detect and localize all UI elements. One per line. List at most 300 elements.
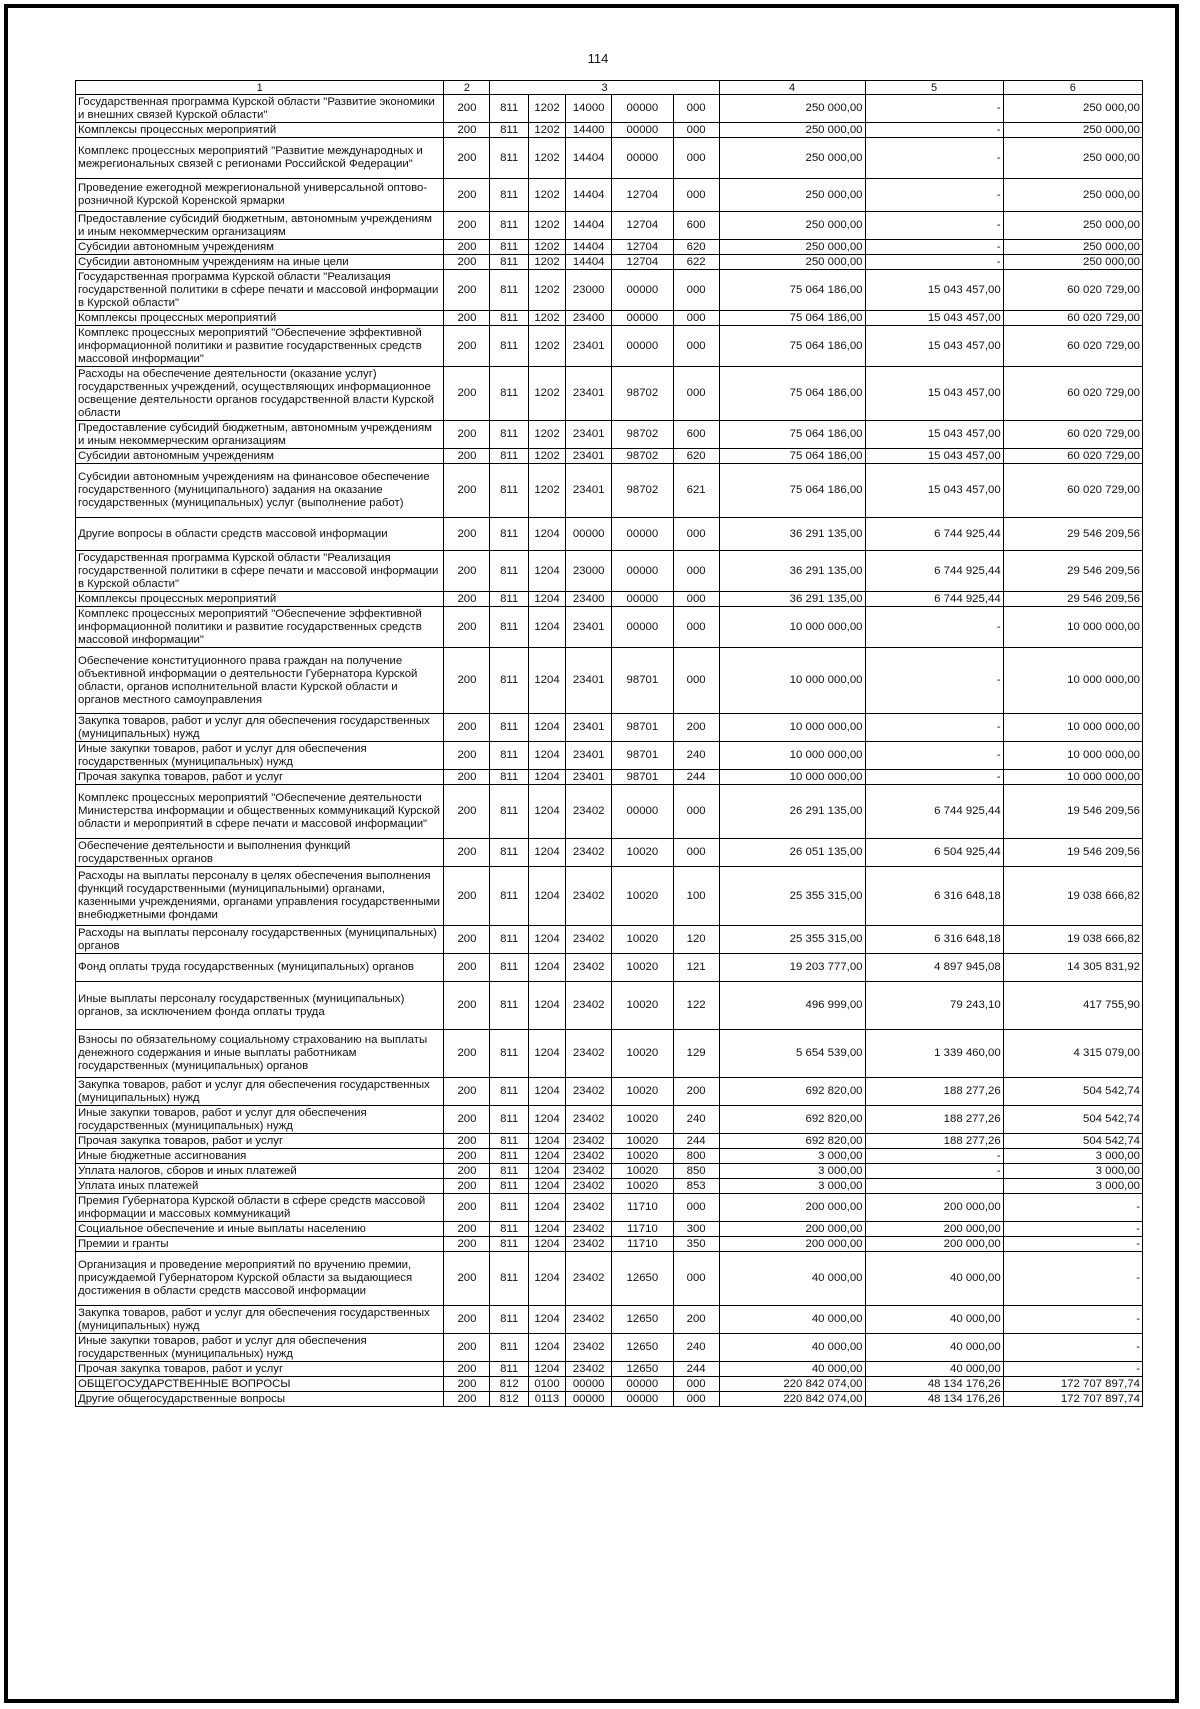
code-col2: 200	[444, 255, 490, 270]
code-section: 1204	[528, 867, 565, 926]
code-col2: 200	[444, 326, 490, 367]
code-admin: 811	[490, 464, 528, 518]
code-section: 0100	[528, 1377, 565, 1392]
table-row	[76, 367, 1143, 421]
code-col2: 200	[444, 1179, 490, 1194]
amount-col6: 250 000,00	[1003, 240, 1142, 255]
table-row	[76, 982, 1143, 1030]
code-col2: 200	[444, 954, 490, 982]
amount-col5: 15 043 457,00	[865, 311, 1003, 326]
code-col2: 200	[444, 240, 490, 255]
row-name: Государственная программа Курской области "Развитие экономики и внешних связей Курской области"	[76, 95, 444, 123]
code-section: 1204	[528, 954, 565, 982]
amount-col5: -	[865, 742, 1003, 770]
code-program: 23402	[566, 926, 612, 954]
code-admin: 811	[490, 770, 528, 785]
table-row	[76, 785, 1143, 839]
code-program: 23000	[566, 270, 612, 311]
table-row	[76, 770, 1143, 785]
code-direction: 12650	[612, 1306, 673, 1334]
code-expense-type: 000	[673, 270, 719, 311]
code-expense-type: 850	[673, 1164, 719, 1179]
code-direction: 12650	[612, 1334, 673, 1362]
code-program: 23401	[566, 648, 612, 714]
code-section: 1204	[528, 1334, 565, 1362]
code-program: 23402	[566, 1149, 612, 1164]
code-section: 1202	[528, 464, 565, 518]
amount-col5: -	[865, 1149, 1003, 1164]
page-number: 114	[587, 51, 609, 66]
amount-col6: 60 020 729,00	[1003, 326, 1142, 367]
code-col2: 200	[444, 311, 490, 326]
row-name: Комплекс процессных мероприятий "Обеспечение деятельности Министерства информации и общественных коммуникаций Курской области и мероприятий в сфере печати и массовой информации"	[76, 785, 444, 839]
code-col2: 200	[444, 1222, 490, 1237]
code-expense-type: 120	[673, 926, 719, 954]
code-col2: 200	[444, 1334, 490, 1362]
amount-col5: 200 000,00	[865, 1222, 1003, 1237]
code-program: 14000	[566, 95, 612, 123]
code-direction: 00000	[612, 1392, 673, 1407]
code-program: 23000	[566, 551, 612, 592]
table-row	[76, 867, 1143, 926]
amount-col5: -	[865, 95, 1003, 123]
code-direction: 10020	[612, 1030, 673, 1078]
amount-col5: 6 744 925,44	[865, 551, 1003, 592]
code-program: 23402	[566, 1362, 612, 1377]
code-section: 1202	[528, 95, 565, 123]
code-col2: 200	[444, 1149, 490, 1164]
code-col2: 200	[444, 1164, 490, 1179]
table-row	[76, 326, 1143, 367]
code-admin: 811	[490, 1164, 528, 1179]
code-direction: 12704	[612, 255, 673, 270]
amount-col4: 3 000,00	[719, 1179, 865, 1194]
amount-col4: 25 355 315,00	[719, 867, 865, 926]
row-name: Расходы на выплаты персоналу в целях обеспечения выполнения функций государственными (муниципальными) органами, казенными учреждениями, органами управления государственными внебюджетными фондами	[76, 867, 444, 926]
code-section: 1202	[528, 123, 565, 138]
code-direction: 98702	[612, 421, 673, 449]
code-section: 1204	[528, 1030, 565, 1078]
amount-col5: 200 000,00	[865, 1194, 1003, 1222]
amount-col5: 6 504 925,44	[865, 839, 1003, 867]
row-name: Уплата налогов, сборов и иных платежей	[76, 1164, 444, 1179]
code-program: 23402	[566, 1252, 612, 1306]
table-row	[76, 742, 1143, 770]
amount-col6: 60 020 729,00	[1003, 367, 1142, 421]
table-row	[76, 421, 1143, 449]
code-program: 23401	[566, 770, 612, 785]
row-name: Иные бюджетные ассигнования	[76, 1149, 444, 1164]
amount-col5: 6 744 925,44	[865, 592, 1003, 607]
table-row	[76, 270, 1143, 311]
code-direction: 00000	[612, 1377, 673, 1392]
code-expense-type: 244	[673, 1134, 719, 1149]
table-row	[76, 1306, 1143, 1334]
code-col2: 200	[444, 592, 490, 607]
amount-col6: 60 020 729,00	[1003, 464, 1142, 518]
row-name: Комплекс процессных мероприятий "Обеспечение эффективной информационной политики и развитие государственных средств массовой информации"	[76, 607, 444, 648]
code-admin: 811	[490, 367, 528, 421]
amount-col6: 19 038 666,82	[1003, 867, 1142, 926]
amount-col5: 48 134 176,26	[865, 1377, 1003, 1392]
code-expense-type: 129	[673, 1030, 719, 1078]
code-program: 23402	[566, 1222, 612, 1237]
code-direction: 12650	[612, 1252, 673, 1306]
table-row	[76, 926, 1143, 954]
budget-table	[75, 80, 1143, 1407]
code-col2: 200	[444, 179, 490, 212]
code-expense-type: 200	[673, 1306, 719, 1334]
header-row	[76, 81, 1143, 95]
code-expense-type: 600	[673, 421, 719, 449]
amount-col6: 10 000 000,00	[1003, 742, 1142, 770]
amount-col4: 692 820,00	[719, 1134, 865, 1149]
code-direction: 00000	[612, 518, 673, 551]
row-name: ОБЩЕГОСУДАРСТВЕННЫЕ ВОПРОСЫ	[76, 1377, 444, 1392]
code-program: 14404	[566, 212, 612, 240]
code-section: 1204	[528, 1106, 565, 1134]
table-row	[76, 1179, 1143, 1194]
code-expense-type: 000	[673, 1252, 719, 1306]
table-row	[76, 464, 1143, 518]
amount-col4: 250 000,00	[719, 138, 865, 179]
code-col2: 200	[444, 839, 490, 867]
amount-col4: 36 291 135,00	[719, 551, 865, 592]
amount-col4: 75 064 186,00	[719, 464, 865, 518]
amount-col6: 4 315 079,00	[1003, 1030, 1142, 1078]
code-admin: 811	[490, 255, 528, 270]
amount-col6: 60 020 729,00	[1003, 421, 1142, 449]
amount-col5: 15 043 457,00	[865, 421, 1003, 449]
code-col2: 200	[444, 1392, 490, 1407]
code-direction: 00000	[612, 123, 673, 138]
amount-col6: 250 000,00	[1003, 138, 1142, 179]
amount-col4: 692 820,00	[719, 1106, 865, 1134]
amount-col6: 14 305 831,92	[1003, 954, 1142, 982]
row-name: Иные закупки товаров, работ и услуг для обеспечения государственных (муниципальных) нужд	[76, 742, 444, 770]
code-program: 23402	[566, 867, 612, 926]
code-expense-type: 244	[673, 770, 719, 785]
code-expense-type: 000	[673, 1194, 719, 1222]
amount-col5: -	[865, 714, 1003, 742]
amount-col6: 172 707 897,74	[1003, 1392, 1142, 1407]
code-section: 1202	[528, 270, 565, 311]
amount-col4: 26 291 135,00	[719, 785, 865, 839]
amount-col4: 250 000,00	[719, 179, 865, 212]
amount-col5: 6 316 648,18	[865, 926, 1003, 954]
code-program: 14404	[566, 240, 612, 255]
code-expense-type: 000	[673, 551, 719, 592]
code-expense-type: 200	[673, 714, 719, 742]
code-section: 1202	[528, 449, 565, 464]
code-col2: 200	[444, 1362, 490, 1377]
table-row	[76, 1222, 1143, 1237]
code-col2: 200	[444, 449, 490, 464]
amount-col4: 496 999,00	[719, 982, 865, 1030]
code-admin: 811	[490, 592, 528, 607]
code-direction: 98702	[612, 367, 673, 421]
code-admin: 811	[490, 551, 528, 592]
code-admin: 811	[490, 123, 528, 138]
code-expense-type: 000	[673, 1392, 719, 1407]
code-section: 1202	[528, 367, 565, 421]
code-expense-type: 600	[673, 212, 719, 240]
header-col-1: 1	[76, 81, 444, 95]
code-expense-type: 000	[673, 839, 719, 867]
amount-col6: 504 542,74	[1003, 1078, 1142, 1106]
code-program: 23401	[566, 326, 612, 367]
amount-col4: 200 000,00	[719, 1222, 865, 1237]
row-name: Иные закупки товаров, работ и услуг для обеспечения государственных (муниципальных) нужд	[76, 1106, 444, 1134]
code-col2: 200	[444, 770, 490, 785]
code-program: 23401	[566, 607, 612, 648]
amount-col4: 10 000 000,00	[719, 742, 865, 770]
code-expense-type: 622	[673, 255, 719, 270]
code-col2: 200	[444, 1134, 490, 1149]
code-col2: 200	[444, 421, 490, 449]
amount-col6: 19 546 209,56	[1003, 839, 1142, 867]
code-direction: 00000	[612, 592, 673, 607]
amount-col5: 15 043 457,00	[865, 464, 1003, 518]
code-program: 23402	[566, 839, 612, 867]
amount-col4: 200 000,00	[719, 1237, 865, 1252]
amount-col6: 504 542,74	[1003, 1106, 1142, 1134]
code-admin: 811	[490, 449, 528, 464]
code-direction: 10020	[612, 1149, 673, 1164]
amount-col6: 250 000,00	[1003, 179, 1142, 212]
code-direction: 12704	[612, 212, 673, 240]
code-expense-type: 200	[673, 1078, 719, 1106]
code-admin: 811	[490, 518, 528, 551]
code-section: 1202	[528, 179, 565, 212]
code-section: 1204	[528, 1237, 565, 1252]
code-admin: 811	[490, 1194, 528, 1222]
code-section: 1204	[528, 1252, 565, 1306]
amount-col4: 75 064 186,00	[719, 421, 865, 449]
code-section: 1204	[528, 1179, 565, 1194]
code-admin: 811	[490, 867, 528, 926]
amount-col5: 15 043 457,00	[865, 367, 1003, 421]
amount-col5: 6 744 925,44	[865, 785, 1003, 839]
amount-col5: 15 043 457,00	[865, 270, 1003, 311]
code-section: 1204	[528, 714, 565, 742]
header-col-6: 6	[1003, 81, 1142, 95]
code-col2: 200	[444, 607, 490, 648]
table-row	[76, 240, 1143, 255]
amount-col6: 60 020 729,00	[1003, 270, 1142, 311]
code-col2: 200	[444, 714, 490, 742]
code-admin: 811	[490, 1149, 528, 1164]
amount-col4: 40 000,00	[719, 1334, 865, 1362]
amount-col6: 19 038 666,82	[1003, 926, 1142, 954]
code-admin: 811	[490, 1237, 528, 1252]
code-direction: 98701	[612, 648, 673, 714]
code-program: 23402	[566, 1134, 612, 1149]
code-col2: 200	[444, 1237, 490, 1252]
code-expense-type: 121	[673, 954, 719, 982]
code-expense-type: 240	[673, 742, 719, 770]
code-admin: 811	[490, 421, 528, 449]
row-name: Проведение ежегодной межрегиональной универсальной оптово-розничной Курской Коренской ярмарки	[76, 179, 444, 212]
code-expense-type: 000	[673, 311, 719, 326]
amount-col6: -	[1003, 1252, 1142, 1306]
code-direction: 98702	[612, 464, 673, 518]
amount-col4: 75 064 186,00	[719, 367, 865, 421]
amount-col4: 25 355 315,00	[719, 926, 865, 954]
code-admin: 811	[490, 1179, 528, 1194]
code-col2: 200	[444, 982, 490, 1030]
code-direction: 10020	[612, 982, 673, 1030]
amount-col4: 3 000,00	[719, 1164, 865, 1179]
amount-col5: -	[865, 179, 1003, 212]
code-section: 1202	[528, 311, 565, 326]
code-expense-type: 853	[673, 1179, 719, 1194]
amount-col6: 250 000,00	[1003, 123, 1142, 138]
code-section: 1202	[528, 212, 565, 240]
amount-col5: 200 000,00	[865, 1237, 1003, 1252]
code-program: 23400	[566, 592, 612, 607]
code-expense-type: 000	[673, 1377, 719, 1392]
amount-col6: 250 000,00	[1003, 95, 1142, 123]
amount-col4: 10 000 000,00	[719, 648, 865, 714]
code-section: 1202	[528, 421, 565, 449]
code-admin: 811	[490, 785, 528, 839]
amount-col4: 200 000,00	[719, 1194, 865, 1222]
table-row	[76, 1030, 1143, 1078]
code-col2: 200	[444, 1377, 490, 1392]
code-col2: 200	[444, 367, 490, 421]
amount-col5: -	[865, 648, 1003, 714]
table-row	[76, 212, 1143, 240]
amount-col4: 75 064 186,00	[719, 270, 865, 311]
header-col-4: 4	[719, 81, 865, 95]
amount-col4: 220 842 074,00	[719, 1377, 865, 1392]
code-section: 1202	[528, 240, 565, 255]
amount-col4: 75 064 186,00	[719, 326, 865, 367]
table-row	[76, 95, 1143, 123]
amount-col5: 6 316 648,18	[865, 867, 1003, 926]
amount-col5: -	[865, 1164, 1003, 1179]
code-program: 23402	[566, 1164, 612, 1179]
amount-col6: 29 546 209,56	[1003, 518, 1142, 551]
amount-col5: -	[865, 240, 1003, 255]
code-col2: 200	[444, 212, 490, 240]
code-expense-type: 240	[673, 1334, 719, 1362]
amount-col6: -	[1003, 1194, 1142, 1222]
code-admin: 811	[490, 1306, 528, 1334]
code-direction: 10020	[612, 926, 673, 954]
amount-col4: 10 000 000,00	[719, 770, 865, 785]
code-admin: 811	[490, 607, 528, 648]
table-row	[76, 592, 1143, 607]
code-admin: 811	[490, 270, 528, 311]
amount-col4: 40 000,00	[719, 1362, 865, 1377]
code-program: 14404	[566, 138, 612, 179]
table-row	[76, 123, 1143, 138]
code-section: 1204	[528, 607, 565, 648]
amount-col6: 10 000 000,00	[1003, 648, 1142, 714]
code-program: 23402	[566, 1078, 612, 1106]
code-section: 1204	[528, 648, 565, 714]
row-name: Прочая закупка товаров, работ и услуг	[76, 770, 444, 785]
amount-col6: 60 020 729,00	[1003, 311, 1142, 326]
row-name: Социальное обеспечение и иные выплаты населению	[76, 1222, 444, 1237]
code-program: 00000	[566, 1392, 612, 1407]
code-program: 00000	[566, 1377, 612, 1392]
code-col2: 200	[444, 551, 490, 592]
amount-col6: 10 000 000,00	[1003, 714, 1142, 742]
table-body	[76, 95, 1143, 1407]
code-section: 1204	[528, 592, 565, 607]
table-row	[76, 1149, 1143, 1164]
code-program: 23402	[566, 785, 612, 839]
code-direction: 00000	[612, 607, 673, 648]
code-admin: 811	[490, 1252, 528, 1306]
code-section: 1204	[528, 1362, 565, 1377]
code-col2: 200	[444, 518, 490, 551]
code-program: 23402	[566, 1334, 612, 1362]
amount-col6: 504 542,74	[1003, 1134, 1142, 1149]
amount-col5: -	[865, 607, 1003, 648]
row-name: Премии и гранты	[76, 1237, 444, 1252]
code-admin: 811	[490, 839, 528, 867]
code-admin: 811	[490, 742, 528, 770]
row-name: Комплексы процессных мероприятий	[76, 592, 444, 607]
code-col2: 200	[444, 123, 490, 138]
amount-col6: -	[1003, 1306, 1142, 1334]
code-program: 23402	[566, 982, 612, 1030]
code-direction: 11710	[612, 1237, 673, 1252]
code-expense-type: 800	[673, 1149, 719, 1164]
code-expense-type: 000	[673, 138, 719, 179]
amount-col4: 5 654 539,00	[719, 1030, 865, 1078]
row-name: Закупка товаров, работ и услуг для обеспечения государственных (муниципальных) нужд	[76, 1078, 444, 1106]
code-expense-type: 244	[673, 1362, 719, 1377]
amount-col4: 3 000,00	[719, 1149, 865, 1164]
code-direction: 98702	[612, 449, 673, 464]
row-name: Закупка товаров, работ и услуг для обеспечения государственных (муниципальных) нужд	[76, 714, 444, 742]
amount-col5: 40 000,00	[865, 1362, 1003, 1377]
code-col2: 200	[444, 270, 490, 311]
code-section: 1204	[528, 1149, 565, 1164]
table-row	[76, 1392, 1143, 1407]
row-name: Другие общегосударственные вопросы	[76, 1392, 444, 1407]
code-direction: 12704	[612, 179, 673, 212]
code-col2: 200	[444, 926, 490, 954]
code-admin: 811	[490, 1362, 528, 1377]
code-col2: 200	[444, 1194, 490, 1222]
amount-col5: 79 243,10	[865, 982, 1003, 1030]
amount-col5: -	[865, 123, 1003, 138]
code-direction: 10020	[612, 867, 673, 926]
table-row	[76, 1078, 1143, 1106]
code-col2: 200	[444, 464, 490, 518]
amount-col4: 220 842 074,00	[719, 1392, 865, 1407]
amount-col5: 188 277,26	[865, 1134, 1003, 1149]
amount-col4: 250 000,00	[719, 212, 865, 240]
header-col-3: 3	[490, 81, 719, 95]
amount-col4: 10 000 000,00	[719, 714, 865, 742]
table-row	[76, 648, 1143, 714]
amount-col6: -	[1003, 1222, 1142, 1237]
code-expense-type: 000	[673, 607, 719, 648]
code-direction: 00000	[612, 785, 673, 839]
row-name: Закупка товаров, работ и услуг для обеспечения государственных (муниципальных) нужд	[76, 1306, 444, 1334]
code-expense-type: 000	[673, 592, 719, 607]
header-col-5: 5	[865, 81, 1003, 95]
code-section: 1204	[528, 1134, 565, 1149]
code-section: 1204	[528, 982, 565, 1030]
